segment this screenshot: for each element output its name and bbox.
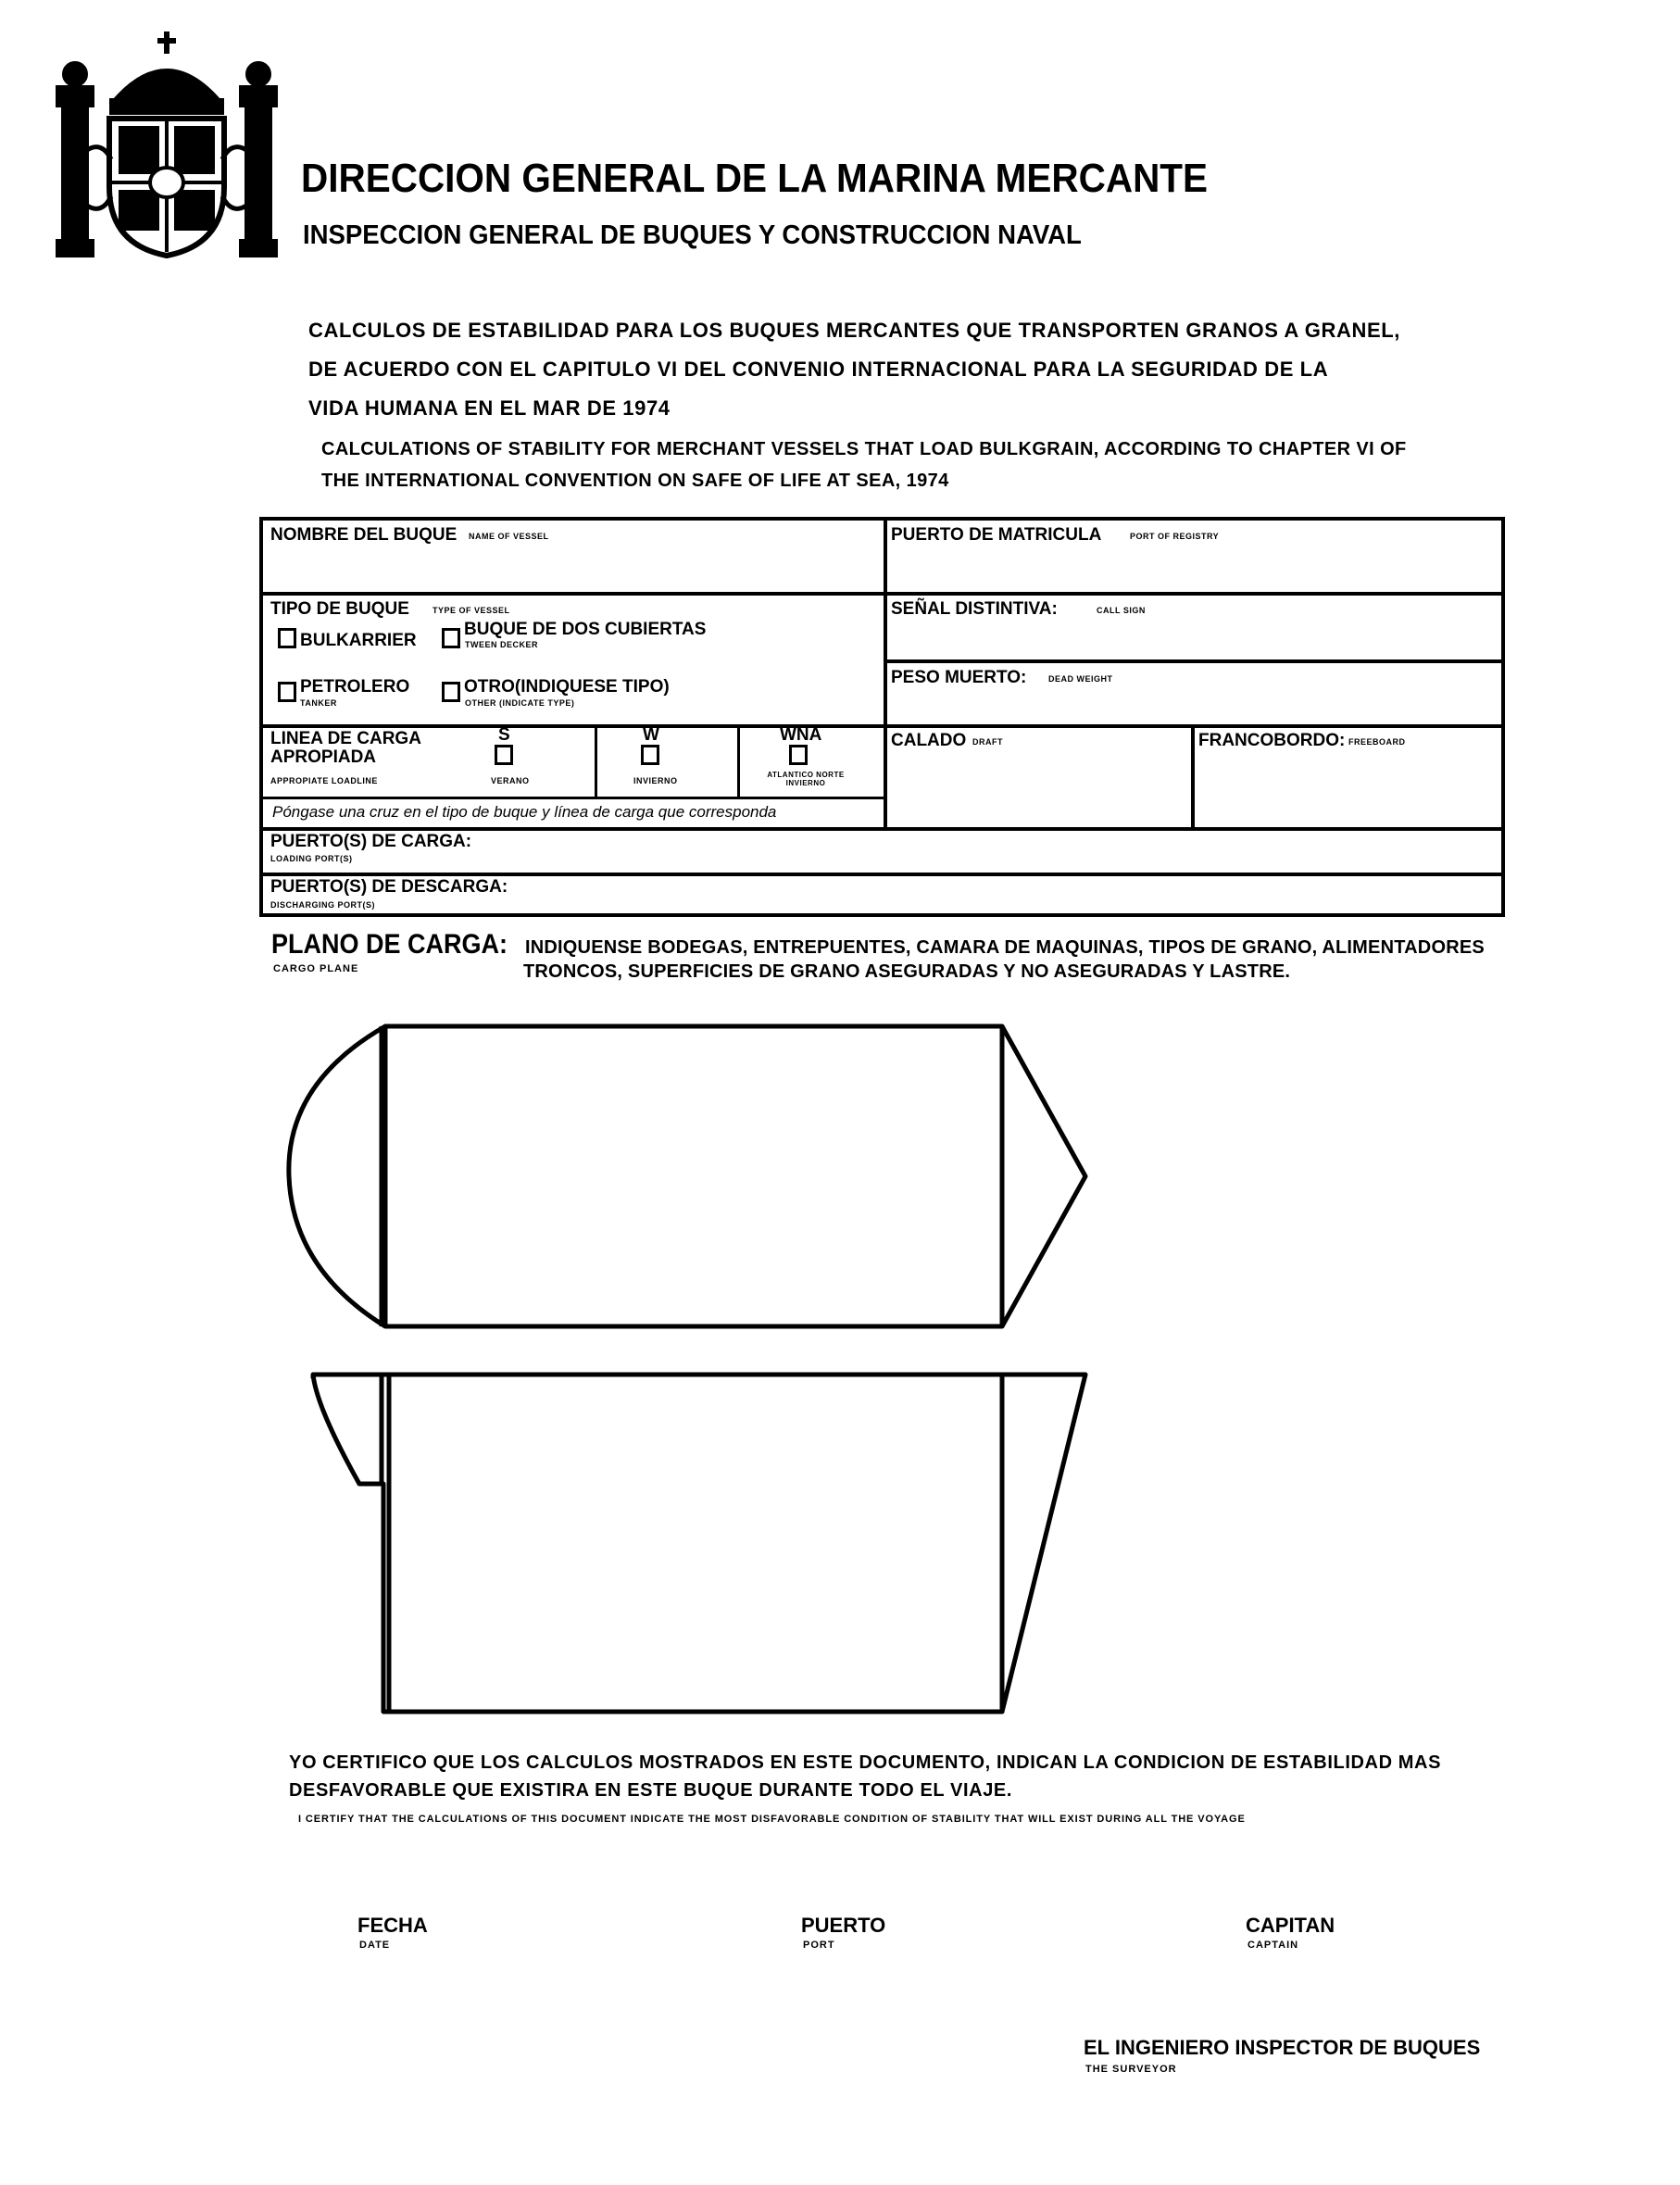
bulkcarrier-checkbox[interactable] [278,628,296,648]
captain-label: CAPITAN [1246,1914,1335,1937]
load-line-label: LINEA DE CARGA [270,729,421,748]
winter-label: W [643,725,659,745]
intro-es-line1: CALCULOS DE ESTABILIDAD PARA LOS BUQUES MERCANTES QUE TRANSPORTEN GRANOS A GRANEL, [308,319,1400,342]
other-type-label-en: OTHER (INDICATE TYPE) [465,698,575,708]
bulkcarrier-label: BULKARRIER [300,631,417,650]
certification-es-line2: DESFAVORABLE QUE EXISTIRA EN ESTE BUQUE DURANTE TODO EL VIAJE. [289,1780,1013,1801]
discharging-ports-label-en: DISCHARGING PORT(S) [270,900,375,910]
summer-label: S [498,725,510,745]
tanker-label-en: TANKER [300,698,337,708]
captain-label-en: CAPTAIN [1247,1940,1299,1951]
dead-weight-label-en: DEAD WEIGHT [1048,674,1113,684]
call-sign-label-en: CALL SIGN [1097,606,1146,615]
port-label: PUERTO [801,1914,886,1937]
port-registry-label-en: PORT OF REGISTRY [1130,532,1220,541]
freeboard-label-en: FREEBOARD [1348,737,1406,747]
cross-mark-instruction: Póngase una cruz en el tipo de buque y línea de carga que corresponda [272,803,777,821]
tanker-label: PETROLERO [300,677,410,697]
draft-label-en: DRAFT [972,737,1003,747]
cargo-plan-title: PLANO DE CARGA: [271,929,508,960]
loading-ports-label: PUERTO(S) DE CARGA: [270,832,472,851]
vessel-name-label: NOMBRE DEL BUQUE [270,525,458,545]
winter-checkbox[interactable] [641,745,659,765]
date-label: FECHA [357,1914,428,1937]
vessel-type-label-en: TYPE OF VESSEL [433,606,510,615]
intro-es-line3: VIDA HUMANA EN EL MAR DE 1974 [308,396,671,420]
other-type-checkbox[interactable] [442,682,460,702]
surveyor-label-en: THE SURVEYOR [1085,2064,1177,2075]
agency-subtitle: INSPECCION GENERAL DE BUQUES Y CONSTRUCCION NAVAL [303,220,1082,250]
port-label-en: PORT [803,1940,835,1951]
port-registry-label: PUERTO DE MATRICULA [891,525,1102,545]
twin-decker-checkbox[interactable] [442,628,460,648]
date-label-en: DATE [359,1940,391,1951]
ship-deck-plan-view [289,1026,1085,1326]
cargo-plan-title-en: CARGO PLANE [273,963,359,974]
wna-label: WNA [780,725,822,745]
ship-plan-drawings [278,1010,1482,1732]
cargo-plan-desc-line1: INDIQUENSE BODEGAS, ENTREPUENTES, CAMARA DE MAQUINAS, TIPOS DE GRANO, ALIMENTADORES [525,937,1485,958]
freeboard-label: FRANCOBORDO: [1198,731,1346,750]
intro-es-line2: DE ACUERDO CON EL CAPITULO VI DEL CONVENIO INTERNACIONAL PARA LA SEGURIDAD DE LA [308,358,1329,381]
certification-es-line1: YO CERTIFICO QUE LOS CALCULOS MOSTRADOS EN ESTE DOCUMENTO, INDICAN LA CONDICION DE ESTABILIDAD MAS [289,1752,1442,1773]
winter-label-en: INVIERNO [633,776,678,785]
draft-label: CALADO [891,731,967,750]
certification-en-line: I CERTIFY THAT THE CALCULATIONS OF THIS DOCUMENT INDICATE THE MOST DISFAVORABLE CONDITION OF STABILITY THAT WILL EXIST DURING ALL THE VOYAGE [298,1814,1246,1825]
discharging-ports-label: PUERTO(S) DE DESCARGA: [270,877,508,897]
load-line-label-en: APPROPIATE LOADLINE [270,776,378,785]
coat-of-arms-emblem [56,30,278,259]
twin-decker-label: BUQUE DE DOS CUBIERTAS [464,620,707,639]
wna-label-en: ATLANTICO NORTE INVIERNO [767,771,845,787]
vessel-type-label: TIPO DE BUQUE [270,599,409,619]
agency-title: DIRECCION GENERAL DE LA MARINA MERCANTE [301,156,1209,201]
ship-profile-view [313,1375,1085,1712]
surveyor-label: EL INGENIERO INSPECTOR DE BUQUES [1084,2036,1481,2059]
intro-en-line2: THE INTERNATIONAL CONVENTION ON SAFE OF LIFE AT SEA, 1974 [321,471,949,491]
call-sign-label: SEÑAL DISTINTIVA: [891,599,1058,619]
vessel-name-label-en: NAME OF VESSEL [469,532,549,541]
loading-ports-label-en: LOADING PORT(S) [270,854,353,863]
cargo-plan-desc-line2: TRONCOS, SUPERFICIES DE GRANO ASEGURADAS Y NO ASEGURADAS Y LASTRE. [523,961,1291,982]
tanker-checkbox[interactable] [278,682,296,702]
load-line-label-2: APROPIADA [270,747,377,767]
twin-decker-label-en: TWEEN DECKER [465,640,539,649]
summer-checkbox[interactable] [495,745,513,765]
other-type-label: OTRO(INDIQUESE TIPO) [464,677,670,697]
vessel-data-form [259,517,1505,917]
wna-checkbox[interactable] [789,745,808,765]
intro-en-line1: CALCULATIONS OF STABILITY FOR MERCHANT VESSELS THAT LOAD BULKGRAIN, ACCORDING TO CHAPTER VI OF [321,439,1407,459]
dead-weight-label: PESO MUERTO: [891,668,1027,687]
summer-label-en: VERANO [491,776,530,785]
